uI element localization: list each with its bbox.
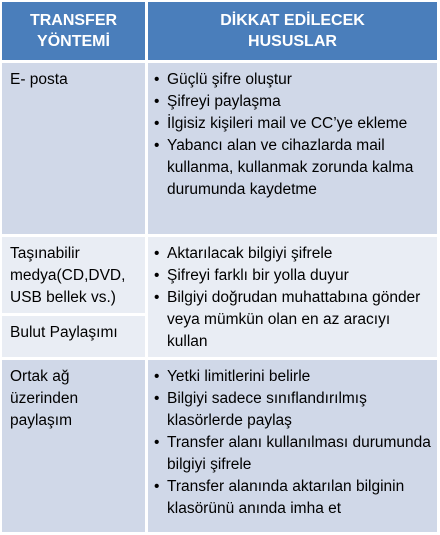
method-email [2,63,145,234]
list-item: • Bilgiyi doğrudan muhattabına gönder veya mümkün olan en az aracıyı kullan [154,287,433,353]
method-network-share [2,360,145,532]
method-cloud-sharing [2,316,145,357]
header-considerations [148,2,437,60]
list-item: • Bilgiyi sadece sınıflandırılmış klasörlerde paylaş [154,388,433,432]
method-network-share-text: Ortak ağ üzerinden paylaşım [10,368,79,429]
method-email-text: E- posta [10,71,68,88]
list-item: • İlgisiz kişileri mail ve CC’ye ekleme [154,113,433,135]
network-considerations [148,360,437,532]
method-portable-media [2,237,145,313]
header-transfer-method [2,2,145,60]
email-considerations [148,63,437,234]
list-item: • Yetki limitlerini belirle [154,366,433,388]
list-item: • Transfer alanı kullanılması durumunda bilgiyi şifrele [154,432,433,476]
list-item: • Yabancı alan ve cihazlarda mail kullanma, kullanmak zorunda kalma durumunda kaydetme [154,135,433,201]
list-item: • Transfer alanında aktarılan bilginin klasörünü anında imha et [154,476,433,520]
list-item: • Şifreyi paylaşma [154,91,433,113]
header-left-text: TRANSFER YÖNTEMİ [29,12,118,50]
method-cloud-sharing-text: Bulut Paylaşımı [10,324,118,341]
transfer-methods-table [2,2,437,532]
list-item: • Şifreyi farklı bir yolla duyur [154,265,433,287]
header-right-text: DİKKAT EDİLECEK HUSUSLAR [220,12,365,50]
list-item: • Aktarılacak bilgiyi şifrele [154,243,433,265]
list-item: • Güçlü şifre oluştur [154,69,433,91]
method-portable-media-text: Taşınabilir medya(CD,DVD, USB bellek vs.) [10,245,126,306]
media-considerations [148,237,437,357]
